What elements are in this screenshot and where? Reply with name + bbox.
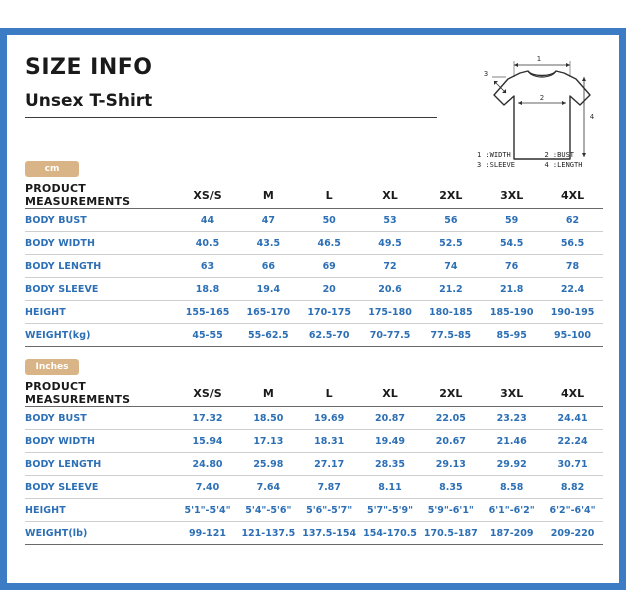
cell: 8.82 — [542, 476, 603, 499]
cell: 19.49 — [360, 430, 421, 453]
legend-row — [477, 160, 612, 170]
cell: 5'7"-5'9" — [360, 499, 421, 522]
cell: 59 — [481, 209, 542, 232]
cell: 23.23 — [481, 407, 542, 430]
row-label: BODY WIDTH — [25, 430, 177, 453]
cell: 63 — [177, 255, 238, 278]
col-header-m: M — [238, 380, 299, 407]
cell: 18.31 — [299, 430, 360, 453]
row-label: WEIGHT(kg) — [25, 324, 177, 347]
col-header-2xl: 2XL — [420, 182, 481, 209]
cell: 69 — [299, 255, 360, 278]
cell: 72 — [360, 255, 421, 278]
col-header-xs-s: XS/S — [177, 182, 238, 209]
diagram-legend — [477, 150, 612, 170]
row-label: HEIGHT — [25, 499, 177, 522]
table-row — [25, 232, 603, 255]
cell: 20.67 — [420, 430, 481, 453]
col-header-4xl: 4XL — [542, 182, 603, 209]
cell: 15.94 — [177, 430, 238, 453]
table-row — [25, 278, 603, 301]
col-header-measurements: PRODUCT MEASUREMENTS — [25, 380, 177, 407]
cell: 18.50 — [238, 407, 299, 430]
row-label: BODY WIDTH — [25, 232, 177, 255]
cell: 7.64 — [238, 476, 299, 499]
svg-text:4: 4 — [589, 113, 595, 121]
cell: 170.5-187 — [420, 522, 481, 545]
row-label: BODY BUST — [25, 407, 177, 430]
table-row — [25, 255, 603, 278]
subtitle-row — [25, 91, 437, 118]
cell: 121-137.5 — [238, 522, 299, 545]
svg-text:1: 1 — [536, 55, 542, 63]
table-row — [25, 407, 603, 430]
size-table-inches — [25, 380, 603, 545]
svg-text:3: 3 — [483, 70, 489, 78]
cell: 28.35 — [360, 453, 421, 476]
cell: 190-195 — [542, 301, 603, 324]
cell: 8.11 — [360, 476, 421, 499]
cell: 54.5 — [481, 232, 542, 255]
right-border — [619, 28, 626, 590]
cell: 25.98 — [238, 453, 299, 476]
left-border — [0, 28, 7, 590]
cell: 66 — [238, 255, 299, 278]
cell: 137.5-154 — [299, 522, 360, 545]
row-label: BODY LENGTH — [25, 255, 177, 278]
cell: 6'1"-6'2" — [481, 499, 542, 522]
cell: 209-220 — [542, 522, 603, 545]
table-header-row — [25, 182, 603, 209]
cell: 56.5 — [542, 232, 603, 255]
cell: 56 — [420, 209, 481, 232]
cell: 47 — [238, 209, 299, 232]
unit-tag-cm: cm — [25, 161, 79, 177]
col-header-3xl: 3XL — [481, 182, 542, 209]
legend-item-4: 4 :LENGTH — [544, 161, 583, 170]
cell: 154-170.5 — [360, 522, 421, 545]
cell: 24.80 — [177, 453, 238, 476]
cell: 77.5-85 — [420, 324, 481, 347]
size-table-cm — [25, 182, 603, 347]
cell: 21.46 — [481, 430, 542, 453]
cell: 62 — [542, 209, 603, 232]
cell: 6'2"-6'4" — [542, 499, 603, 522]
cell: 46.5 — [299, 232, 360, 255]
table-row — [25, 324, 603, 347]
legend-row — [477, 150, 612, 160]
col-header-l: L — [299, 182, 360, 209]
cell: 8.58 — [481, 476, 542, 499]
col-header-xl: XL — [360, 380, 421, 407]
table-row — [25, 453, 603, 476]
table-row — [25, 522, 603, 545]
cell: 5'4"-5'6" — [238, 499, 299, 522]
cell: 70-77.5 — [360, 324, 421, 347]
table-row — [25, 499, 603, 522]
cell: 155-165 — [177, 301, 238, 324]
cell: 19.69 — [299, 407, 360, 430]
cell: 78 — [542, 255, 603, 278]
content-area — [7, 35, 619, 583]
table-row — [25, 301, 603, 324]
cell: 5'1"-5'4" — [177, 499, 238, 522]
col-header-xs-s: XS/S — [177, 380, 238, 407]
legend-item-1: 1 :WIDTH — [477, 151, 511, 159]
row-label: BODY LENGTH — [25, 453, 177, 476]
table-row — [25, 209, 603, 232]
cell: 17.32 — [177, 407, 238, 430]
col-header-2xl: 2XL — [420, 380, 481, 407]
cell: 187-209 — [481, 522, 542, 545]
cell: 74 — [420, 255, 481, 278]
row-label: BODY SLEEVE — [25, 278, 177, 301]
cell: 5'6"-5'7" — [299, 499, 360, 522]
table-header-row — [25, 380, 603, 407]
svg-text:2: 2 — [539, 94, 545, 102]
cell: 49.5 — [360, 232, 421, 255]
cell: 30.71 — [542, 453, 603, 476]
cell: 40.5 — [177, 232, 238, 255]
row-label: WEIGHT(lb) — [25, 522, 177, 545]
col-header-4xl: 4XL — [542, 380, 603, 407]
cell: 22.4 — [542, 278, 603, 301]
legend-item-3: 3 :SLEEVE — [477, 161, 515, 170]
cell: 5'9"-6'1" — [420, 499, 481, 522]
cell: 19.4 — [238, 278, 299, 301]
cell: 95-100 — [542, 324, 603, 347]
bottom-border — [0, 583, 626, 590]
cell: 170-175 — [299, 301, 360, 324]
cell: 85-95 — [481, 324, 542, 347]
col-header-measurements: PRODUCT MEASUREMENTS — [25, 182, 177, 209]
cell: 21.2 — [420, 278, 481, 301]
cell: 76 — [481, 255, 542, 278]
col-header-xl: XL — [360, 182, 421, 209]
cell: 175-180 — [360, 301, 421, 324]
cell: 20.87 — [360, 407, 421, 430]
cell: 22.24 — [542, 430, 603, 453]
unit-tag-inches: Inches — [25, 359, 79, 375]
cell: 20.6 — [360, 278, 421, 301]
col-header-l: L — [299, 380, 360, 407]
table-row — [25, 476, 603, 499]
row-label: HEIGHT — [25, 301, 177, 324]
cell: 29.13 — [420, 453, 481, 476]
cell: 7.87 — [299, 476, 360, 499]
page-subtitle: Unsex T-Shirt — [25, 91, 153, 111]
legend-item-2: 2 :BUST — [544, 151, 575, 159]
cell: 43.5 — [238, 232, 299, 255]
cell: 8.35 — [420, 476, 481, 499]
table-row — [25, 430, 603, 453]
cell: 180-185 — [420, 301, 481, 324]
cell: 7.40 — [177, 476, 238, 499]
col-header-3xl: 3XL — [481, 380, 542, 407]
top-border — [0, 28, 626, 35]
cell: 29.92 — [481, 453, 542, 476]
cell: 185-190 — [481, 301, 542, 324]
cell: 17.13 — [238, 430, 299, 453]
cell: 45-55 — [177, 324, 238, 347]
cell: 18.8 — [177, 278, 238, 301]
cell: 99-121 — [177, 522, 238, 545]
page-title: SIZE INFO — [25, 55, 153, 80]
cell: 24.41 — [542, 407, 603, 430]
cell: 21.8 — [481, 278, 542, 301]
col-header-m: M — [238, 182, 299, 209]
cell: 53 — [360, 209, 421, 232]
cell: 22.05 — [420, 407, 481, 430]
cell: 44 — [177, 209, 238, 232]
row-label: BODY BUST — [25, 209, 177, 232]
cell: 62.5-70 — [299, 324, 360, 347]
cell: 55-62.5 — [238, 324, 299, 347]
cell: 165-170 — [238, 301, 299, 324]
row-label: BODY SLEEVE — [25, 476, 177, 499]
cell: 27.17 — [299, 453, 360, 476]
title-block — [25, 55, 455, 118]
cell: 50 — [299, 209, 360, 232]
cell: 20 — [299, 278, 360, 301]
cell: 52.5 — [420, 232, 481, 255]
